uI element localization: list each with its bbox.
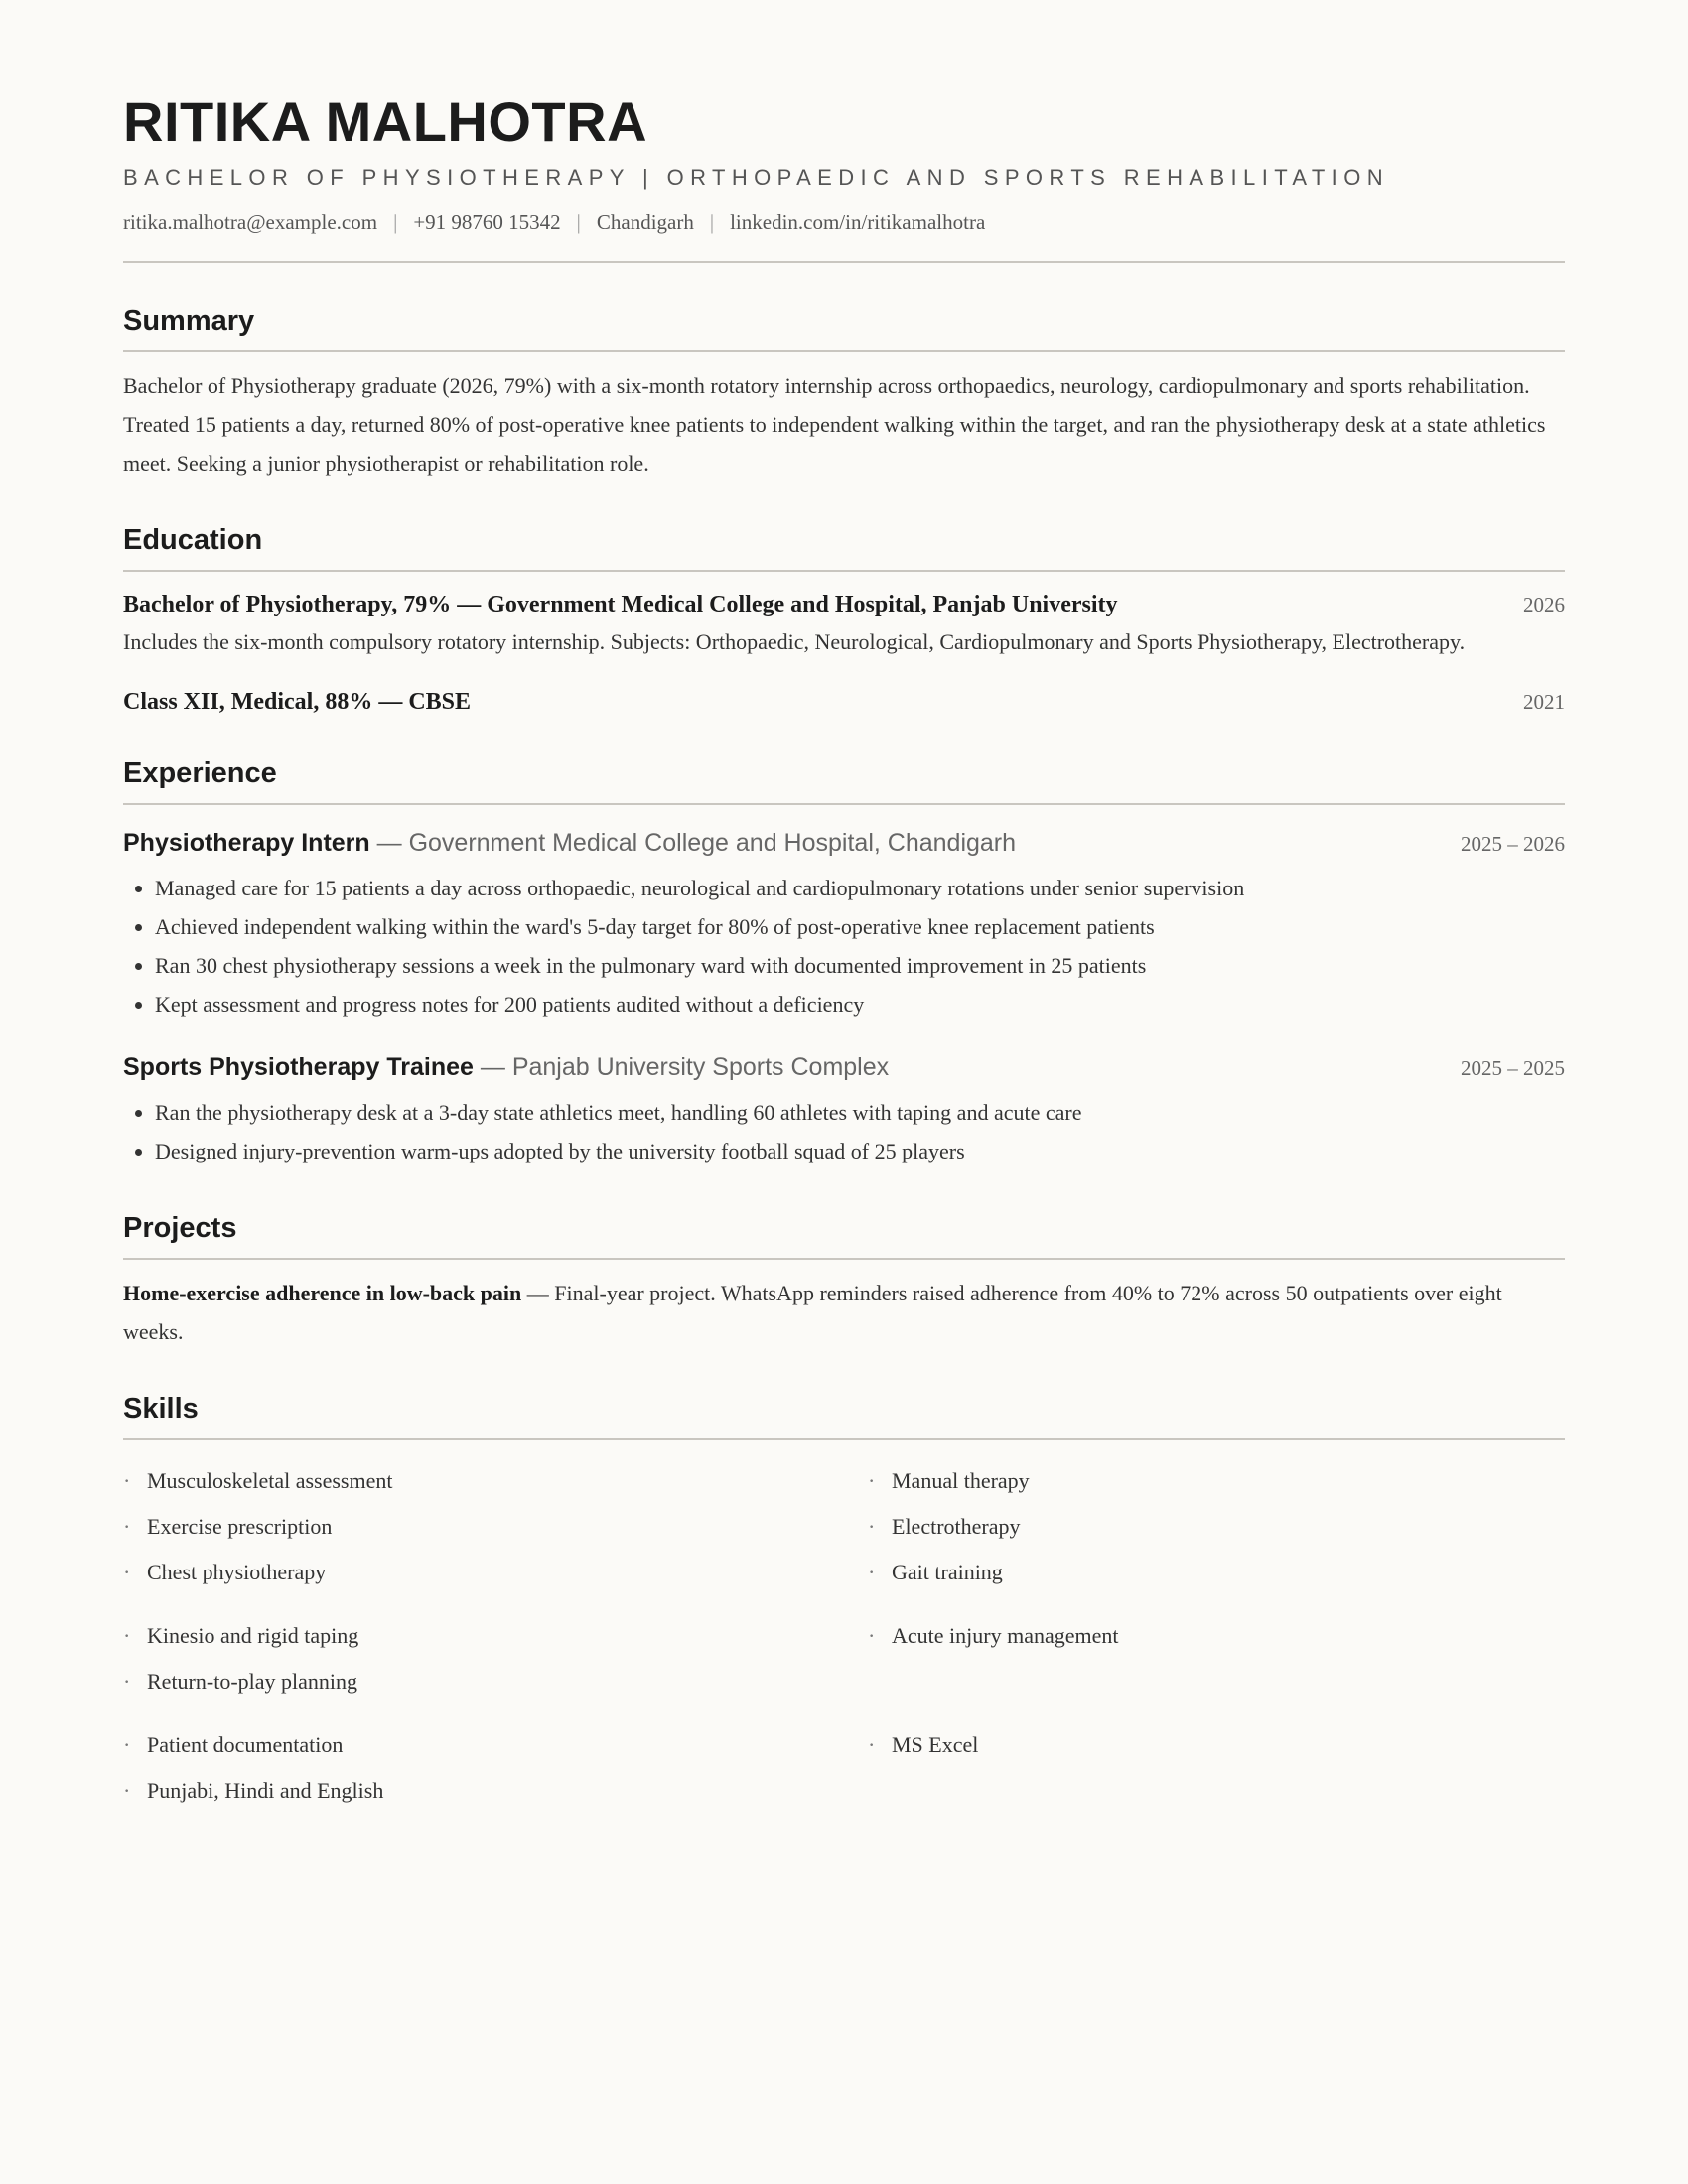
skill-bullet: ·	[123, 1732, 131, 1757]
skill-label: Kinesio and rigid taping	[147, 1623, 359, 1648]
skill-label: Electrotherapy	[892, 1514, 1021, 1539]
section-title-education: Education	[123, 524, 263, 556]
skill-label: Return-to-play planning	[147, 1669, 358, 1694]
contact-linkedin[interactable]: linkedin.com/in/ritikamalhotra	[730, 210, 986, 234]
skill-item	[868, 1613, 1563, 1659]
job-heading	[123, 1049, 889, 1085]
header-divider	[123, 261, 1565, 263]
skill-item	[123, 1613, 868, 1659]
summary-text: Bachelor of Physiotherapy graduate (2026, 79%) with a six-month rotatory internship across orthopaedics, neurology, cardiopulmonary and sports rehabilitation. Treated 15 patients a day, returned 80% of post-operative knee patients to independent walking within the target, and ran the physiotherapy desk at a state athletics meet. Seeking a junior physiotherapist or rehabilitation role.	[123, 373, 1546, 476]
contact-location: Chandigarh	[596, 210, 694, 234]
skill-item	[123, 1768, 868, 1814]
resume-header	[123, 87, 1565, 263]
section-divider	[123, 803, 1565, 805]
skill-label: Chest physiotherapy	[147, 1560, 327, 1584]
skill-group	[123, 1458, 1565, 1595]
education-description: Includes the six-month compulsory rotatory internship. Subjects: Orthopaedic, Neurological, Cardiopulmonary and Sports Physiotherapy, Electrotherapy.	[123, 629, 1466, 654]
skill-bullet: ·	[868, 1514, 876, 1539]
skill-label: Musculoskeletal assessment	[147, 1468, 393, 1493]
skill-item	[868, 1722, 1563, 1768]
skill-bullet: ·	[123, 1468, 131, 1493]
skill-group	[123, 1613, 1565, 1705]
skills-list	[123, 1458, 1565, 1814]
skill-label: Punjabi, Hindi and English	[147, 1778, 384, 1803]
contact-email[interactable]: ritika.malhotra@example.com	[123, 210, 378, 234]
skill-item	[123, 1458, 868, 1504]
candidate-tagline: BACHELOR OF PHYSIOTHERAPY | ORTHOPAEDIC AND SPORTS REHABILITATION	[123, 165, 1389, 190]
skill-bullet: ·	[868, 1560, 876, 1584]
job-bullet: • Designed injury-prevention warm-ups adopted by the university football squad of 25 players	[155, 1132, 1565, 1170]
skill-bullet: ·	[868, 1732, 876, 1757]
skill-bullet: ·	[123, 1778, 131, 1803]
contact-phone[interactable]: +91 98760 15342	[413, 210, 561, 234]
section-title-skills: Skills	[123, 1393, 199, 1425]
section-divider	[123, 1258, 1565, 1260]
section-divider	[123, 350, 1565, 352]
skill-item	[123, 1550, 868, 1595]
job-bullet: • Kept assessment and progress notes for 200 patients audited without a deficiency	[155, 985, 1565, 1024]
project-name: Home-exercise adherence in low-back pain	[123, 1281, 522, 1305]
job-organization: Government Medical College and Hospital, Chandigarh	[408, 829, 1017, 857]
candidate-name: RITIKA MALHOTRA	[123, 90, 648, 153]
section-title-summary: Summary	[123, 305, 255, 337]
job-bullet: • Ran the physiotherapy desk at a 3-day state athletics meet, handling 60 athletes with taping and acute care	[155, 1093, 1565, 1132]
skill-group	[123, 1722, 1565, 1814]
project-item	[123, 1274, 1565, 1351]
section-divider	[123, 570, 1565, 572]
project-description: — Final-year project. WhatsApp reminders raised adherence from 40% to 72% across 50 outpatients over eight weeks.	[123, 1281, 1502, 1344]
skill-label: Manual therapy	[892, 1468, 1030, 1493]
skill-label: MS Excel	[892, 1732, 979, 1757]
job-bullet: • Ran 30 chest physiotherapy sessions a week in the pulmonary ward with documented improvement in 25 patients	[155, 946, 1565, 985]
skill-bullet: ·	[868, 1623, 876, 1648]
skill-item	[868, 1550, 1563, 1595]
contact-separator: |	[393, 210, 398, 234]
experience-section	[123, 755, 1565, 1170]
job-title: Sports Physiotherapy Trainee	[123, 1053, 474, 1081]
job-bullets	[123, 1093, 1565, 1170]
skill-label: Gait training	[892, 1560, 1003, 1584]
skill-label: Acute injury management	[892, 1623, 1119, 1648]
skill-item	[123, 1659, 868, 1705]
skill-bullet: ·	[123, 1669, 131, 1694]
job-organization: Panjab University Sports Complex	[511, 1053, 890, 1081]
skill-label: Exercise prescription	[147, 1514, 333, 1539]
job-bullets	[123, 869, 1565, 1024]
contact-separator: |	[576, 210, 581, 234]
summary-section	[123, 303, 1565, 482]
education-item	[123, 689, 1565, 716]
skill-item	[123, 1722, 868, 1768]
section-title-projects: Projects	[123, 1212, 237, 1244]
education-heading: Class XII, Medical, 88% — CBSE	[123, 689, 472, 715]
skills-section	[123, 1391, 1565, 1814]
contact-line	[123, 208, 1565, 236]
job-entry	[123, 825, 1565, 1024]
skill-bullet: ·	[123, 1560, 131, 1584]
section-title-experience: Experience	[123, 757, 277, 789]
education-date: 2021	[1523, 690, 1565, 714]
education-heading: Bachelor of Physiotherapy, 79% — Government Medical College and Hospital, Panjab University	[123, 592, 1118, 617]
job-title: Physiotherapy Intern	[123, 829, 370, 857]
education-date: 2026	[1523, 593, 1565, 616]
section-divider	[123, 1438, 1565, 1440]
education-item	[123, 592, 1565, 661]
contact-separator: |	[709, 210, 715, 234]
job-dates: 2025 – 2026	[1461, 832, 1565, 856]
job-heading	[123, 825, 1016, 861]
projects-section	[123, 1210, 1565, 1351]
job-bullet: • Managed care for 15 patients a day across orthopaedic, neurological and cardiopulmonary rotations under senior supervision	[155, 869, 1565, 907]
skill-bullet: ·	[123, 1514, 131, 1539]
skill-bullet: ·	[868, 1468, 876, 1493]
education-section	[123, 522, 1565, 716]
job-bullet: • Achieved independent walking within the ward's 5-day target for 80% of post-operative knee replacement patients	[155, 907, 1565, 946]
skill-item	[123, 1504, 868, 1550]
job-separator: —	[480, 1053, 505, 1081]
skill-bullet: ·	[123, 1623, 131, 1648]
skill-item	[868, 1458, 1563, 1504]
skill-item	[868, 1504, 1563, 1550]
job-entry	[123, 1049, 1565, 1170]
resume-page	[123, 0, 1565, 1814]
job-separator: —	[376, 829, 402, 857]
skill-label: Patient documentation	[147, 1732, 344, 1757]
job-dates: 2025 – 2025	[1461, 1056, 1565, 1080]
